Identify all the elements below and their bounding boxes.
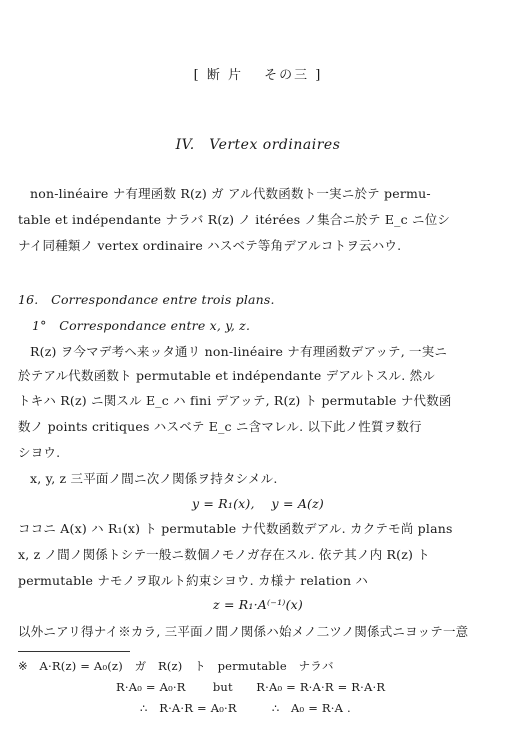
paragraph2-line3: トキハ R(z) ニ関スル E_c ハ fini デアッテ, R(z) ト permutable ナ代数函 <box>18 393 452 408</box>
paragraph2-line1: R(z) ヲ今マデ考ヘ来ッタ通リ non-linéaire ナ有理函数デアッテ, 一実ニ <box>30 344 448 359</box>
paragraph1-line3: ナイ同種類ノ vertex ordinaire ハスベテ等角デアルコトヲ云ハウ. <box>18 238 402 253</box>
equation1: y = R₁(x), y = A(z) <box>191 496 324 511</box>
paragraph1-line2: table et indépendante ナラバ R(z) ノ itérées ノ集合ニ於テ E_c ニ位シ <box>18 212 451 227</box>
paragraph3: x, y, z 三平面ノ間ニ次ノ関係ヲ持タシメル. <box>30 471 278 486</box>
section-title: IV. Vertex ordinaires <box>175 137 341 153</box>
paragraph2-line2: 於テアル代数函数ト permutable et indépendante デアルトスル. 然ル <box>18 368 436 383</box>
equation2: z = R₁·A⁽⁻¹⁾(x) <box>213 597 303 612</box>
fragment-header: [ 断 片 その三 ] <box>193 68 323 83</box>
paragraph4-line2: x, z ノ間ノ関係トシテ一般ニ数個ノモノガ存在スル. 依テ其ノ内 R(z) ト <box>18 547 430 562</box>
footnote-line1: ※ A·R(z) = A₀(z) ガ R(z) ト permutable ナラバ <box>18 659 334 673</box>
paragraph2-line4: 数ノ points critiques ハスベテ E_c ニ含マレル. 以下此ノ性質ヲ数行 <box>18 419 422 434</box>
subsubsection-title: 1° Correspondance entre x, y, z. <box>32 318 251 333</box>
subsection-title: 16. Correspondance entre trois plans. <box>18 292 275 307</box>
paragraph4-line3: permutable ナモノヲ取ルト約束シヨウ. カ様ナ relation ハ <box>18 573 369 588</box>
paragraph1-line1: non-linéaire ナ有理函数 R(z) ガ アル代数函数ト一実ニ於テ permu- <box>30 186 431 201</box>
footnote-line3: ∴ R·A·R = A₀·R ∴ A₀ = R·A . <box>140 701 351 715</box>
footnote-rule <box>18 651 130 652</box>
paragraph2-line5: シヨウ. <box>18 445 61 460</box>
footnote-line2: R·A₀ = A₀·R but R·A₀ = R·A·R = R·A·R <box>116 680 386 694</box>
paragraph4-line1: ココニ A(x) ハ R₁(x) ト permutable ナ代数函数デアル. カクテモ尚 plans <box>18 521 453 536</box>
paragraph5: 以外ニアリ得ナイ※カラ, 三平面ノ間ノ関係ハ始メノ二ツノ関係式ニヨッテ一意 <box>18 624 469 639</box>
